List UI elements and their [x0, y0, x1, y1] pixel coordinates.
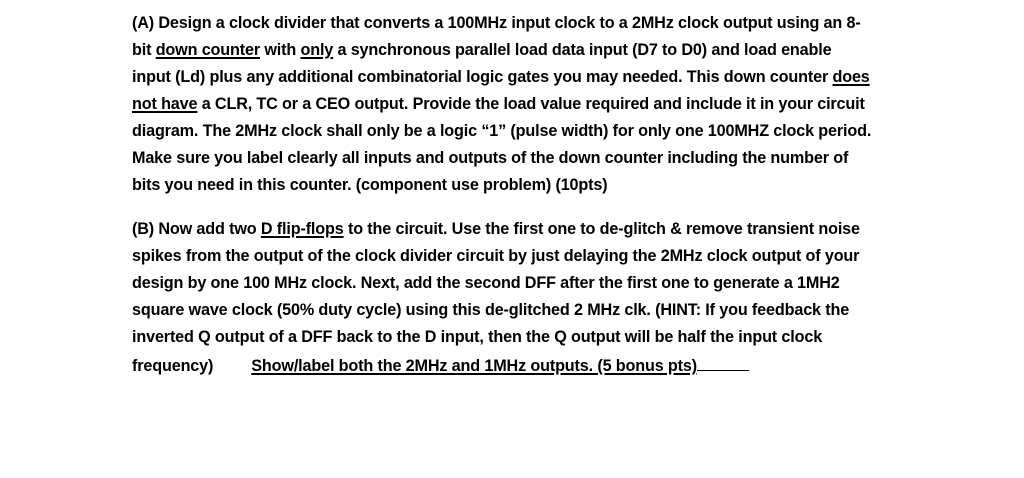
part-a-line	[132, 145, 922, 172]
part-b-line	[132, 297, 922, 324]
part-a-line	[132, 37, 922, 64]
text-run: with	[260, 41, 301, 59]
trailing-underline	[697, 351, 749, 371]
part-b-line	[132, 351, 922, 378]
underlined-text: only	[300, 41, 334, 59]
text-run: square wave clock (50% duty cycle) using this de-glitched 2 MHz clk. (HINT: If you feedback the	[132, 301, 850, 319]
part-a-line	[132, 91, 922, 118]
text-run: a synchronous parallel load data input (D7 to D0) and load enable	[333, 41, 832, 59]
underlined-text: D flip-flops	[260, 220, 344, 238]
part-a-line	[132, 172, 922, 199]
text-run: to the circuit. Use the first one to de-glitch & remove transient noise	[343, 220, 860, 238]
part-a-line	[132, 10, 922, 37]
text-run: inverted Q output of a DFF back to the D input, then the Q output will be half the input clock	[132, 328, 823, 346]
underlined-text: does	[832, 68, 870, 86]
text-run: frequency)	[132, 357, 214, 375]
part-a-line	[132, 118, 922, 145]
text-run: diagram. The 2MHz clock shall only be a logic “1” (pulse width) for only one 100MHZ clock period.	[132, 122, 872, 140]
part-a-line	[132, 64, 922, 91]
text-run: (B) Now add two	[132, 220, 261, 238]
underlined-text: not have	[132, 95, 198, 113]
part-b-line	[132, 324, 922, 351]
text-run: bits you need in this counter. (component use problem) (10pts)	[132, 176, 608, 194]
text-run: (A) Design a clock divider that converts a 100MHz input clock to a 2MHz clock output using an 8-	[132, 14, 861, 32]
text-run: Make sure you label clearly all inputs and outputs of the down counter including the number of	[132, 149, 849, 167]
part-b-line	[132, 270, 922, 297]
text-run: spikes from the output of the clock divider circuit by just delaying the 2MHz clock output of your	[132, 247, 860, 265]
text-run: a CLR, TC or a CEO output. Provide the load value required and include it in your circuit	[197, 95, 865, 113]
text-run: input (Ld) plus any additional combinatorial logic gates you may needed. This down counter	[132, 68, 833, 86]
part-b-paragraph	[132, 216, 922, 378]
part-b-line	[132, 243, 922, 270]
text-run: design by one 100 MHz clock. Next, add the second DFF after the first one to generate a 1MH2	[132, 274, 840, 292]
text-run: bit	[132, 41, 156, 59]
part-b-line	[132, 216, 922, 243]
underlined-text: down counter	[155, 41, 260, 59]
underlined-text: Show/label both the 2MHz and 1MHz outputs. (5 bonus pts)	[251, 357, 698, 375]
part-a-paragraph	[132, 10, 922, 199]
